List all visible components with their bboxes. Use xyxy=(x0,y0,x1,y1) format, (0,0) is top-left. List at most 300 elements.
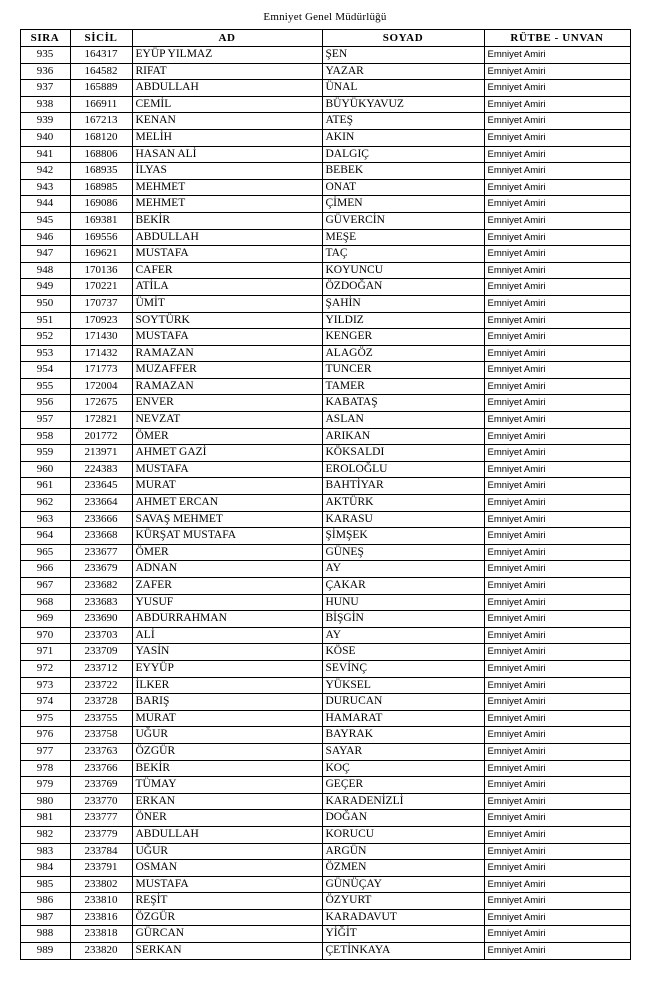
cell-soyad: KABATAŞ xyxy=(322,395,484,412)
cell-sira: 989 xyxy=(20,943,70,960)
table-row xyxy=(20,212,630,229)
cell-ad: ENVER xyxy=(132,395,322,412)
table-row xyxy=(20,594,630,611)
table-header xyxy=(20,30,630,47)
cell-ad: ADNAN xyxy=(132,561,322,578)
cell-ad: UĞUR xyxy=(132,843,322,860)
cell-sira: 937 xyxy=(20,80,70,97)
cell-soyad: ŞAHİN xyxy=(322,295,484,312)
cell-sicil: 170737 xyxy=(70,295,132,312)
cell-soyad: ARIKAN xyxy=(322,428,484,445)
cell-soyad: KOYUNCU xyxy=(322,262,484,279)
cell-soyad: ÜNAL xyxy=(322,80,484,97)
cell-soyad: ALAGÖZ xyxy=(322,345,484,362)
table-row xyxy=(20,395,630,412)
cell-sicil: 233769 xyxy=(70,777,132,794)
column-header-sicil: SİCİL xyxy=(70,30,132,47)
cell-ad: EYÜP YILMAZ xyxy=(132,47,322,64)
cell-sira: 982 xyxy=(20,826,70,843)
cell-ad: KENAN xyxy=(132,113,322,130)
cell-rutbe-unvan: Emniyet Amiri xyxy=(484,561,630,578)
table-row xyxy=(20,412,630,429)
table-row xyxy=(20,528,630,545)
cell-ad: SOYTÜRK xyxy=(132,312,322,329)
cell-ad: ÖZGÜR xyxy=(132,909,322,926)
cell-rutbe-unvan: Emniyet Amiri xyxy=(484,793,630,810)
cell-ad: SERKAN xyxy=(132,943,322,960)
cell-rutbe-unvan: Emniyet Amiri xyxy=(484,262,630,279)
cell-rutbe-unvan: Emniyet Amiri xyxy=(484,279,630,296)
cell-soyad: KARADENİZLİ xyxy=(322,793,484,810)
cell-soyad: AY xyxy=(322,627,484,644)
cell-sira: 942 xyxy=(20,163,70,180)
cell-soyad: GÜNÜÇAY xyxy=(322,876,484,893)
personnel-table xyxy=(20,29,631,960)
table-row xyxy=(20,146,630,163)
cell-ad: ZAFER xyxy=(132,578,322,595)
cell-ad: BEKİR xyxy=(132,760,322,777)
cell-sicil: 172004 xyxy=(70,378,132,395)
cell-ad: MUSTAFA xyxy=(132,246,322,263)
cell-sicil: 168985 xyxy=(70,179,132,196)
cell-soyad: MEŞE xyxy=(322,229,484,246)
table-row xyxy=(20,345,630,362)
cell-sicil: 233777 xyxy=(70,810,132,827)
cell-sicil: 168806 xyxy=(70,146,132,163)
cell-soyad: AKIN xyxy=(322,129,484,146)
cell-sira: 938 xyxy=(20,96,70,113)
cell-sira: 971 xyxy=(20,644,70,661)
table-row xyxy=(20,694,630,711)
cell-ad: MURAT xyxy=(132,478,322,495)
table-row xyxy=(20,710,630,727)
cell-soyad: BAYRAK xyxy=(322,727,484,744)
cell-sicil: 169621 xyxy=(70,246,132,263)
table-row xyxy=(20,279,630,296)
cell-rutbe-unvan: Emniyet Amiri xyxy=(484,943,630,960)
cell-rutbe-unvan: Emniyet Amiri xyxy=(484,893,630,910)
cell-sira: 964 xyxy=(20,528,70,545)
cell-ad: YASİN xyxy=(132,644,322,661)
cell-sicil: 233677 xyxy=(70,544,132,561)
table-row xyxy=(20,262,630,279)
table-row xyxy=(20,229,630,246)
cell-rutbe-unvan: Emniyet Amiri xyxy=(484,495,630,512)
cell-rutbe-unvan: Emniyet Amiri xyxy=(484,544,630,561)
cell-ad: MURAT xyxy=(132,710,322,727)
cell-sira: 973 xyxy=(20,677,70,694)
cell-sira: 951 xyxy=(20,312,70,329)
page-title: Emniyet Genel Müdürlüğü xyxy=(263,11,387,23)
cell-soyad: YİĞİT xyxy=(322,926,484,943)
cell-sicil: 171773 xyxy=(70,362,132,379)
table-row xyxy=(20,810,630,827)
cell-sicil: 172821 xyxy=(70,412,132,429)
table-row xyxy=(20,295,630,312)
cell-sicil: 233645 xyxy=(70,478,132,495)
cell-ad: UĞUR xyxy=(132,727,322,744)
cell-soyad: BAHTİYAR xyxy=(322,478,484,495)
cell-sira: 988 xyxy=(20,926,70,943)
table-row xyxy=(20,461,630,478)
cell-soyad: YÜKSEL xyxy=(322,677,484,694)
cell-ad: ABDULLAH xyxy=(132,229,322,246)
cell-sicil: 233683 xyxy=(70,594,132,611)
cell-sira: 978 xyxy=(20,760,70,777)
cell-ad: ERKAN xyxy=(132,793,322,810)
table-row xyxy=(20,644,630,661)
cell-soyad: TAMER xyxy=(322,378,484,395)
cell-soyad: SEVİNÇ xyxy=(322,660,484,677)
table-row xyxy=(20,611,630,628)
cell-sicil: 171430 xyxy=(70,329,132,346)
cell-rutbe-unvan: Emniyet Amiri xyxy=(484,528,630,545)
table-row xyxy=(20,312,630,329)
cell-soyad: HAMARAT xyxy=(322,710,484,727)
cell-ad: AHMET GAZİ xyxy=(132,445,322,462)
cell-sira: 984 xyxy=(20,860,70,877)
cell-sicil: 166911 xyxy=(70,96,132,113)
cell-ad: ÖMER xyxy=(132,428,322,445)
table-row xyxy=(20,329,630,346)
cell-sicil: 233763 xyxy=(70,743,132,760)
cell-ad: RAMAZAN xyxy=(132,378,322,395)
table-row xyxy=(20,826,630,843)
cell-ad: ÖMER xyxy=(132,544,322,561)
cell-rutbe-unvan: Emniyet Amiri xyxy=(484,412,630,429)
cell-soyad: ÖZYURT xyxy=(322,893,484,910)
cell-sira: 947 xyxy=(20,246,70,263)
cell-sicil: 165889 xyxy=(70,80,132,97)
cell-ad: AHMET ERCAN xyxy=(132,495,322,512)
cell-sira: 949 xyxy=(20,279,70,296)
table-row xyxy=(20,860,630,877)
cell-rutbe-unvan: Emniyet Amiri xyxy=(484,129,630,146)
cell-rutbe-unvan: Emniyet Amiri xyxy=(484,926,630,943)
cell-sicil: 233820 xyxy=(70,943,132,960)
cell-sicil: 168935 xyxy=(70,163,132,180)
table-row xyxy=(20,113,630,130)
cell-soyad: DOĞAN xyxy=(322,810,484,827)
cell-ad: ABDULLAH xyxy=(132,826,322,843)
cell-sira: 936 xyxy=(20,63,70,80)
table-row xyxy=(20,561,630,578)
cell-sira: 983 xyxy=(20,843,70,860)
cell-soyad: ARGÜN xyxy=(322,843,484,860)
cell-rutbe-unvan: Emniyet Amiri xyxy=(484,179,630,196)
table-row xyxy=(20,511,630,528)
cell-ad: MUZAFFER xyxy=(132,362,322,379)
cell-sicil: 168120 xyxy=(70,129,132,146)
cell-rutbe-unvan: Emniyet Amiri xyxy=(484,163,630,180)
cell-ad: İLYAS xyxy=(132,163,322,180)
cell-rutbe-unvan: Emniyet Amiri xyxy=(484,113,630,130)
cell-rutbe-unvan: Emniyet Amiri xyxy=(484,710,630,727)
cell-sicil: 233766 xyxy=(70,760,132,777)
cell-sicil: 233728 xyxy=(70,694,132,711)
cell-soyad: DALGIÇ xyxy=(322,146,484,163)
table-row xyxy=(20,80,630,97)
cell-sira: 952 xyxy=(20,329,70,346)
cell-ad: REŞİT xyxy=(132,893,322,910)
cell-sira: 965 xyxy=(20,544,70,561)
cell-rutbe-unvan: Emniyet Amiri xyxy=(484,876,630,893)
cell-soyad: TAÇ xyxy=(322,246,484,263)
table-row xyxy=(20,495,630,512)
cell-sicil: 233802 xyxy=(70,876,132,893)
cell-sicil: 233758 xyxy=(70,727,132,744)
column-header-ad: AD xyxy=(132,30,322,47)
cell-sira: 980 xyxy=(20,793,70,810)
cell-ad: RIFAT xyxy=(132,63,322,80)
cell-rutbe-unvan: Emniyet Amiri xyxy=(484,345,630,362)
cell-soyad: BİŞGİN xyxy=(322,611,484,628)
cell-rutbe-unvan: Emniyet Amiri xyxy=(484,810,630,827)
cell-rutbe-unvan: Emniyet Amiri xyxy=(484,826,630,843)
cell-rutbe-unvan: Emniyet Amiri xyxy=(484,478,630,495)
cell-rutbe-unvan: Emniyet Amiri xyxy=(484,146,630,163)
table-row xyxy=(20,63,630,80)
table-row xyxy=(20,727,630,744)
table-row xyxy=(20,876,630,893)
cell-sira: 968 xyxy=(20,594,70,611)
cell-rutbe-unvan: Emniyet Amiri xyxy=(484,229,630,246)
cell-rutbe-unvan: Emniyet Amiri xyxy=(484,246,630,263)
cell-sira: 967 xyxy=(20,578,70,595)
cell-sira: 954 xyxy=(20,362,70,379)
cell-sira: 945 xyxy=(20,212,70,229)
cell-rutbe-unvan: Emniyet Amiri xyxy=(484,312,630,329)
cell-sicil: 170923 xyxy=(70,312,132,329)
cell-ad: ATİLA xyxy=(132,279,322,296)
cell-ad: CEMİL xyxy=(132,96,322,113)
cell-soyad: ÖZDOĞAN xyxy=(322,279,484,296)
cell-soyad: BEBEK xyxy=(322,163,484,180)
cell-sicil: 201772 xyxy=(70,428,132,445)
cell-sicil: 224383 xyxy=(70,461,132,478)
cell-rutbe-unvan: Emniyet Amiri xyxy=(484,212,630,229)
cell-rutbe-unvan: Emniyet Amiri xyxy=(484,644,630,661)
table-row xyxy=(20,760,630,777)
cell-ad: RAMAZAN xyxy=(132,345,322,362)
cell-sicil: 233755 xyxy=(70,710,132,727)
cell-sicil: 213971 xyxy=(70,445,132,462)
column-header-soyad: SOYAD xyxy=(322,30,484,47)
table-row xyxy=(20,843,630,860)
cell-soyad: KOÇ xyxy=(322,760,484,777)
cell-sira: 959 xyxy=(20,445,70,462)
cell-soyad: AKTÜRK xyxy=(322,495,484,512)
cell-sira: 944 xyxy=(20,196,70,213)
cell-ad: TÜMAY xyxy=(132,777,322,794)
cell-rutbe-unvan: Emniyet Amiri xyxy=(484,395,630,412)
cell-rutbe-unvan: Emniyet Amiri xyxy=(484,329,630,346)
cell-rutbe-unvan: Emniyet Amiri xyxy=(484,727,630,744)
cell-soyad: KARADAVUT xyxy=(322,909,484,926)
table-row xyxy=(20,478,630,495)
cell-sicil: 164582 xyxy=(70,63,132,80)
cell-sira: 979 xyxy=(20,777,70,794)
cell-rutbe-unvan: Emniyet Amiri xyxy=(484,96,630,113)
table-row xyxy=(20,378,630,395)
cell-sicil: 164317 xyxy=(70,47,132,64)
cell-rutbe-unvan: Emniyet Amiri xyxy=(484,860,630,877)
cell-ad: ÖNER xyxy=(132,810,322,827)
cell-rutbe-unvan: Emniyet Amiri xyxy=(484,843,630,860)
table-row xyxy=(20,578,630,595)
cell-soyad: ŞİMŞEK xyxy=(322,528,484,545)
cell-sira: 958 xyxy=(20,428,70,445)
cell-rutbe-unvan: Emniyet Amiri xyxy=(484,295,630,312)
table-row xyxy=(20,793,630,810)
cell-soyad: TUNCER xyxy=(322,362,484,379)
cell-soyad: KENGER xyxy=(322,329,484,346)
cell-sira: 940 xyxy=(20,129,70,146)
cell-rutbe-unvan: Emniyet Amiri xyxy=(484,378,630,395)
cell-rutbe-unvan: Emniyet Amiri xyxy=(484,677,630,694)
cell-rutbe-unvan: Emniyet Amiri xyxy=(484,578,630,595)
cell-soyad: BÜYÜKYAVUZ xyxy=(322,96,484,113)
table-row xyxy=(20,163,630,180)
cell-soyad: ONAT xyxy=(322,179,484,196)
cell-soyad: HUNU xyxy=(322,594,484,611)
cell-rutbe-unvan: Emniyet Amiri xyxy=(484,428,630,445)
cell-ad: ALİ xyxy=(132,627,322,644)
cell-sicil: 233810 xyxy=(70,893,132,910)
cell-sira: 972 xyxy=(20,660,70,677)
cell-ad: İLKER xyxy=(132,677,322,694)
cell-sicil: 169556 xyxy=(70,229,132,246)
cell-soyad: GEÇER xyxy=(322,777,484,794)
cell-rutbe-unvan: Emniyet Amiri xyxy=(484,47,630,64)
table-row xyxy=(20,909,630,926)
cell-sira: 962 xyxy=(20,495,70,512)
cell-sicil: 169086 xyxy=(70,196,132,213)
cell-soyad: ÇİMEN xyxy=(322,196,484,213)
cell-sira: 948 xyxy=(20,262,70,279)
table-row xyxy=(20,943,630,960)
table-row xyxy=(20,96,630,113)
cell-soyad: GÜVERCİN xyxy=(322,212,484,229)
cell-rutbe-unvan: Emniyet Amiri xyxy=(484,660,630,677)
cell-sira: 966 xyxy=(20,561,70,578)
cell-rutbe-unvan: Emniyet Amiri xyxy=(484,445,630,462)
cell-rutbe-unvan: Emniyet Amiri xyxy=(484,611,630,628)
cell-sicil: 172675 xyxy=(70,395,132,412)
table-row xyxy=(20,246,630,263)
cell-soyad: ŞEN xyxy=(322,47,484,64)
table-row xyxy=(20,47,630,64)
cell-sira: 941 xyxy=(20,146,70,163)
cell-soyad: KÖKSALDI xyxy=(322,445,484,462)
table-row xyxy=(20,445,630,462)
cell-ad: BEKİR xyxy=(132,212,322,229)
cell-ad: MEHMET xyxy=(132,179,322,196)
cell-sicil: 233682 xyxy=(70,578,132,595)
cell-sicil: 233679 xyxy=(70,561,132,578)
cell-sicil: 233709 xyxy=(70,644,132,661)
cell-sicil: 171432 xyxy=(70,345,132,362)
table-row xyxy=(20,677,630,694)
table-row xyxy=(20,743,630,760)
cell-ad: MUSTAFA xyxy=(132,461,322,478)
cell-sicil: 233664 xyxy=(70,495,132,512)
cell-sicil: 167213 xyxy=(70,113,132,130)
cell-ad: CAFER xyxy=(132,262,322,279)
cell-ad: MUSTAFA xyxy=(132,876,322,893)
cell-rutbe-unvan: Emniyet Amiri xyxy=(484,777,630,794)
cell-sira: 960 xyxy=(20,461,70,478)
cell-ad: MUSTAFA xyxy=(132,329,322,346)
table-header-row xyxy=(20,30,630,47)
cell-sira: 961 xyxy=(20,478,70,495)
cell-ad: ÖZGÜR xyxy=(132,743,322,760)
table-row xyxy=(20,196,630,213)
cell-sicil: 233668 xyxy=(70,528,132,545)
cell-rutbe-unvan: Emniyet Amiri xyxy=(484,63,630,80)
cell-soyad: ATEŞ xyxy=(322,113,484,130)
cell-sira: 943 xyxy=(20,179,70,196)
cell-ad: BARIŞ xyxy=(132,694,322,711)
cell-soyad: ÇAKAR xyxy=(322,578,484,595)
cell-rutbe-unvan: Emniyet Amiri xyxy=(484,80,630,97)
cell-sira: 975 xyxy=(20,710,70,727)
cell-sicil: 233722 xyxy=(70,677,132,694)
cell-soyad: ASLAN xyxy=(322,412,484,429)
table-row xyxy=(20,129,630,146)
cell-sira: 969 xyxy=(20,611,70,628)
cell-rutbe-unvan: Emniyet Amiri xyxy=(484,627,630,644)
table-row xyxy=(20,627,630,644)
cell-soyad: KÖSE xyxy=(322,644,484,661)
cell-ad: KÜRŞAT MUSTAFA xyxy=(132,528,322,545)
cell-sira: 957 xyxy=(20,412,70,429)
cell-soyad: EROLOĞLU xyxy=(322,461,484,478)
cell-rutbe-unvan: Emniyet Amiri xyxy=(484,511,630,528)
cell-sicil: 233712 xyxy=(70,660,132,677)
cell-sira: 985 xyxy=(20,876,70,893)
cell-ad: NEVZAT xyxy=(132,412,322,429)
cell-sira: 963 xyxy=(20,511,70,528)
table-row xyxy=(20,777,630,794)
cell-sicil: 233690 xyxy=(70,611,132,628)
cell-sicil: 170136 xyxy=(70,262,132,279)
cell-ad: MELİH xyxy=(132,129,322,146)
cell-ad: GÜRCAN xyxy=(132,926,322,943)
column-header-rutbe-unvan: RÜTBE - UNVAN xyxy=(484,30,630,47)
cell-sira: 974 xyxy=(20,694,70,711)
cell-sicil: 233816 xyxy=(70,909,132,926)
cell-ad: ÜMİT xyxy=(132,295,322,312)
cell-sicil: 233779 xyxy=(70,826,132,843)
cell-soyad: DURUCAN xyxy=(322,694,484,711)
cell-sira: 976 xyxy=(20,727,70,744)
cell-soyad: GÜNEŞ xyxy=(322,544,484,561)
cell-soyad: ÇETİNKAYA xyxy=(322,943,484,960)
cell-sicil: 233770 xyxy=(70,793,132,810)
cell-soyad: AY xyxy=(322,561,484,578)
cell-soyad: KORUCU xyxy=(322,826,484,843)
cell-rutbe-unvan: Emniyet Amiri xyxy=(484,196,630,213)
cell-sicil: 233791 xyxy=(70,860,132,877)
cell-rutbe-unvan: Emniyet Amiri xyxy=(484,760,630,777)
cell-rutbe-unvan: Emniyet Amiri xyxy=(484,909,630,926)
cell-sira: 970 xyxy=(20,627,70,644)
cell-sira: 956 xyxy=(20,395,70,412)
table-row xyxy=(20,362,630,379)
table-row xyxy=(20,660,630,677)
column-header-sira: SIRA xyxy=(20,30,70,47)
